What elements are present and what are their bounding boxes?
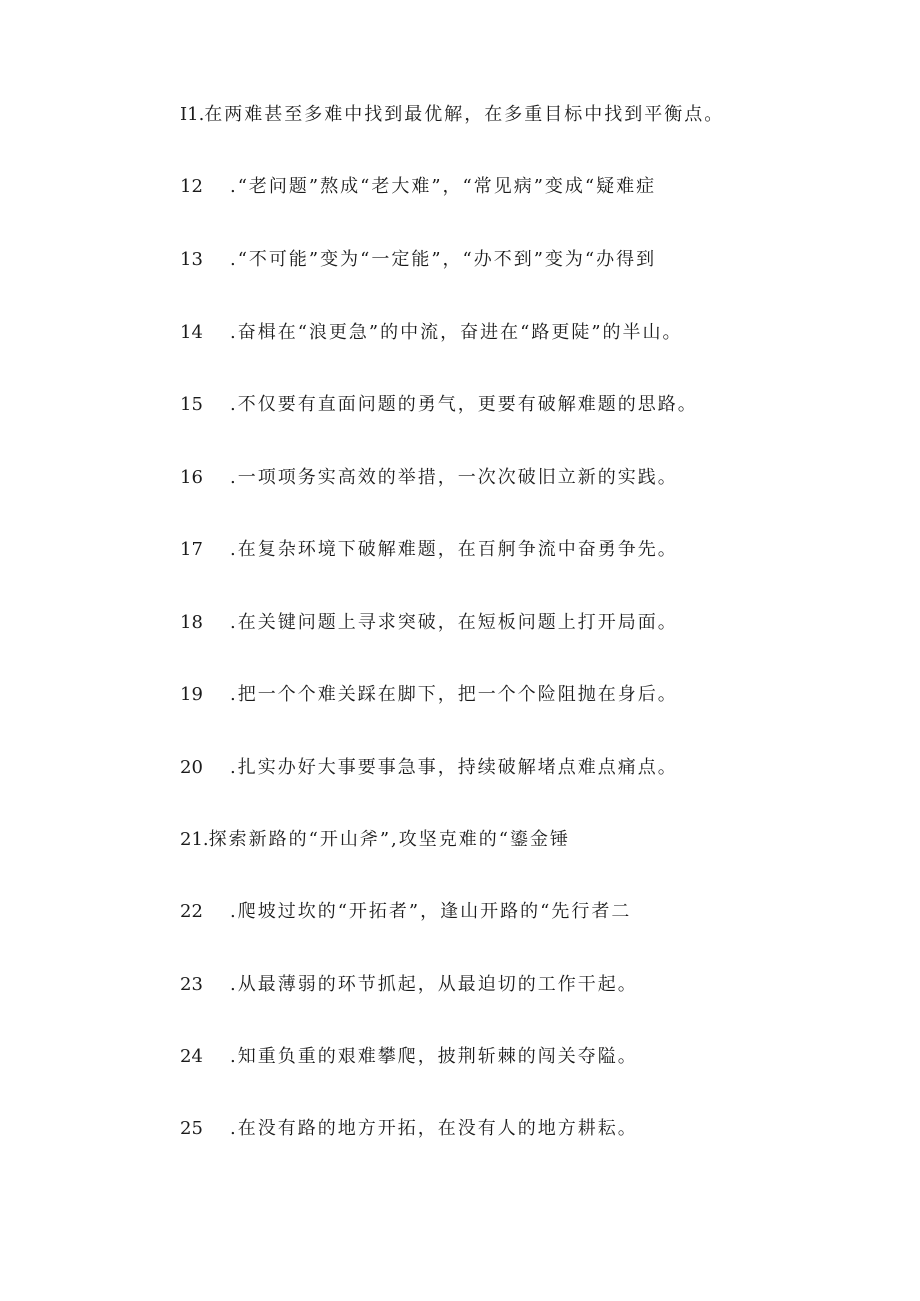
item-number: I1. [180, 104, 205, 125]
item-text: .知重负重的艰难攀爬，披荆斩棘的闯关夺隘。 [230, 1046, 638, 1067]
list-item [180, 1042, 880, 1072]
item-number: 16 [180, 467, 203, 488]
list-item [180, 100, 880, 130]
list-item [180, 245, 880, 275]
item-number: 24 [180, 1046, 203, 1067]
list-item [180, 753, 880, 783]
item-text: .爬坡过坎的“开拓者”，逢山开路的“先行者二 [230, 901, 632, 922]
item-number: 23 [180, 974, 203, 995]
item-text: .一项项务实高效的举措，一次次破旧立新的实践。 [230, 467, 678, 488]
item-text: .扎实办好大事要事急事，持续破解堵点难点痛点。 [230, 757, 678, 778]
item-text: 在两难甚至多难中找到最优解，在多重目标中找到平衡点。 [204, 104, 725, 125]
item-number: 15 [180, 394, 203, 415]
item-number: 21. [180, 829, 209, 850]
item-number: 22 [180, 901, 203, 922]
item-text: 探索新路的“开山斧”,攻坚克难的“鎏金锤 [208, 829, 570, 850]
list-item [180, 390, 880, 420]
list-item [180, 318, 880, 348]
item-number: 17 [180, 539, 203, 560]
item-text: .奋楫在“浪更急”的中流，奋进在“路更陡”的半山。 [230, 322, 683, 343]
item-text: .把一个个难关踩在脚下，把一个个险阻抛在身后。 [230, 684, 678, 705]
item-number: 25 [180, 1118, 203, 1139]
item-number: 12 [180, 176, 203, 197]
list-item [180, 608, 880, 638]
list-item [180, 970, 880, 1000]
item-number: 20 [180, 757, 203, 778]
list-item [180, 825, 880, 855]
item-text: .在没有路的地方开拓，在没有人的地方耕耘。 [230, 1118, 638, 1139]
item-text: .在关键问题上寻求突破，在短板问题上打开局面。 [230, 612, 678, 633]
item-number: 13 [180, 249, 203, 270]
item-text: .“不可能”变为“一定能”，“办不到”变为“办得到 [230, 249, 657, 270]
list-item [180, 535, 880, 565]
item-text: .从最薄弱的环节抓起，从最迫切的工作干起。 [230, 974, 638, 995]
item-number: 19 [180, 684, 203, 705]
item-number: 14 [180, 322, 203, 343]
item-text: .不仅要有直面问题的勇气，更要有破解难题的思路。 [230, 394, 698, 415]
list-item [180, 680, 880, 710]
item-text: .在复杂环境下破解难题，在百舸争流中奋勇争先。 [230, 539, 678, 560]
list-item [180, 1114, 880, 1144]
item-text: .“老问题”熬成“老大难”，“常见病”变成“疑难症 [230, 176, 657, 197]
list-item [180, 172, 880, 202]
item-number: 18 [180, 612, 203, 633]
list-item [180, 463, 880, 493]
list-item [180, 897, 880, 927]
